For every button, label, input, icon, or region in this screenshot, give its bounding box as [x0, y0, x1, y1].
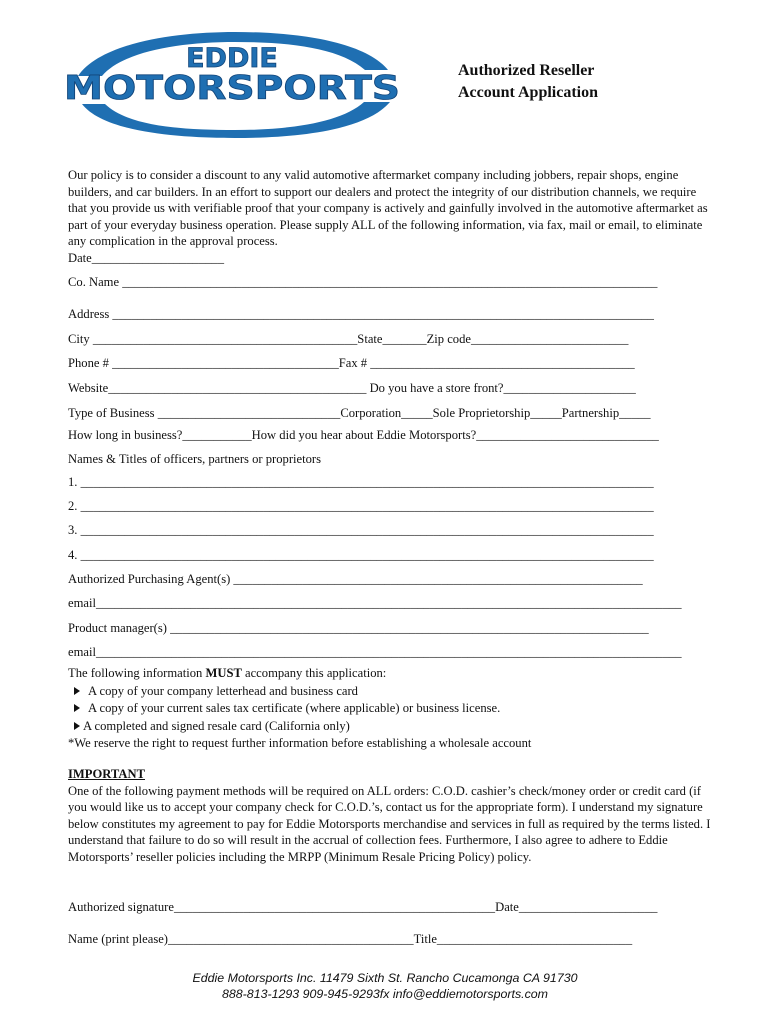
footer-contact: 888-813-1293 909-945-9293fx info@eddiemotorsports.com: [222, 987, 548, 1001]
date-field[interactable]: Date_____________________: [68, 250, 225, 265]
triangle-bullet-icon: [74, 722, 80, 730]
business-type-field[interactable]: Type of Business _____________________________Corporation_____Sole Proprietorship_____Partnership_____: [68, 406, 651, 420]
requirements-intro: [68, 665, 718, 683]
requirement-item: [68, 700, 718, 718]
policy-intro: [68, 167, 718, 267]
product-manager-email-field[interactable]: email_____________________________________________________________________________________________: [68, 645, 682, 659]
officers-label: Names & Titles of officers, partners or proprietors: [68, 452, 321, 466]
requirements-intro-end: accompany this application:: [241, 666, 387, 680]
requirement-item-text: A copy of your company letterhead and business card: [88, 683, 358, 698]
officer-line-1[interactable]: 1. ___________________________________________________________________________________________: [68, 475, 654, 489]
policy-paragraph: Our policy is to consider a discount to any valid automotive aftermarket company including jobbers, repair shops, engine builders, and car builders. In an effort to support our dealers and protect the integrity of our distribution channels, we require that you provide us with verifiable proof that your company is actively and gainfully involved in the automotive aftermarket as part of your everyday business operation. Please supply ALL of the following information, via fax, mail or email, to eliminate any complication in the approval process.: [68, 168, 708, 249]
important-section: [68, 766, 718, 866]
city-state-zip-field[interactable]: City __________________________________________State_______Zip code_________________________: [68, 332, 629, 346]
purchasing-agent-field[interactable]: Authorized Purchasing Agent(s) _________________________________________________________________: [68, 572, 643, 586]
logo-bottom-swoosh: [82, 102, 390, 138]
document-title: [458, 60, 598, 104]
important-heading: IMPORTANT: [68, 767, 145, 781]
requirement-item-text: A completed and signed resale card (California only): [83, 718, 350, 733]
eddie-motorsports-logo: [60, 30, 405, 138]
requirements-note: *We reserve the right to request further information before establishing a wholesale account: [68, 736, 532, 750]
important-text: One of the following payment methods will be required on ALL orders: C.O.D. cashier’s check/money order or credit card (if you would like us to accept your company check for C.O.D.’s, contact us for the appropriate form). I understand my signature below constitutes my agreement to pay for Eddie Motorsports merchandise and services in full as required by the terms listed. I understand that failure to do so will result in the accrual of collection fees. Furthermore, I also agree to adhere to Eddie Motorsports’ reseller policies including the MRPP (Minimum Resale Pricing Policy) policy.: [68, 783, 711, 864]
phone-fax-field[interactable]: Phone # ____________________________________Fax # __________________________________________: [68, 356, 635, 370]
logo-line1: EDDIE: [186, 43, 278, 74]
company-name-field[interactable]: Co. Name _____________________________________________________________________________________: [68, 275, 658, 289]
requirement-item: [68, 718, 718, 736]
product-manager-field[interactable]: Product manager(s) ____________________________________________________________________________: [68, 621, 649, 635]
business-duration-referral-field[interactable]: How long in business?___________How did you hear about Eddie Motorsports?_____________________________: [68, 428, 659, 442]
requirements-must: MUST: [205, 666, 242, 680]
logo-line2: MOTORSPORTS: [64, 68, 400, 107]
title-line-1: Authorized Reseller: [458, 62, 595, 79]
triangle-bullet-icon: [74, 704, 80, 712]
officer-line-2[interactable]: 2. ___________________________________________________________________________________________: [68, 499, 654, 513]
address-field[interactable]: Address ______________________________________________________________________________________: [68, 307, 654, 321]
title-line-2: Account Application: [458, 84, 599, 101]
signature-date-field[interactable]: Authorized signature___________________________________________________Date______________________: [68, 900, 658, 914]
purchasing-agent-email-field[interactable]: email_____________________________________________________________________________________________: [68, 596, 682, 610]
triangle-bullet-icon: [74, 687, 80, 695]
print-name-title-field[interactable]: Name (print please)_______________________________________Title_______________________________: [68, 932, 633, 946]
requirement-item-text: A copy of your current sales tax certificate (where applicable) or business license.: [88, 701, 501, 715]
footer: [0, 970, 770, 1002]
officer-line-3[interactable]: 3. ___________________________________________________________________________________________: [68, 523, 654, 537]
footer-address: Eddie Motorsports Inc. 11479 Sixth St. Rancho Cucamonga CA 91730: [192, 971, 578, 985]
requirements-intro-text: The following information: [68, 666, 206, 680]
requirements-list: [68, 665, 718, 753]
requirement-item: [68, 683, 718, 701]
officer-line-4[interactable]: 4. ___________________________________________________________________________________________: [68, 548, 654, 562]
website-storefront-field[interactable]: Website_________________________________________ Do you have a store front?_____________________: [68, 381, 636, 395]
